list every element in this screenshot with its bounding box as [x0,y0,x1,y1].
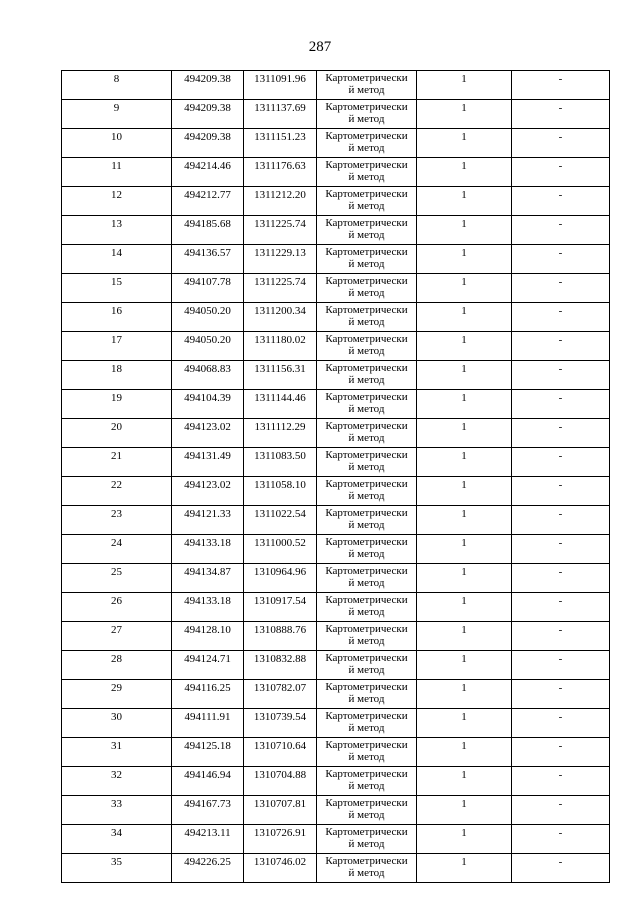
note-cell: - [512,274,610,303]
method-cell [317,506,417,535]
note-cell: - [512,245,610,274]
x-coordinate-cell: 494104.39 [172,390,244,419]
accuracy-cell: 1 [417,71,512,100]
note-cell: - [512,767,610,796]
method-cell [317,129,417,158]
method-cell [317,738,417,767]
point-number-cell: 35 [62,854,172,883]
note-cell: - [512,187,610,216]
point-number-cell: 19 [62,390,172,419]
table-row [62,796,610,825]
method-line-1: Картометрически [325,536,408,548]
point-number-cell: 33 [62,796,172,825]
method-line-1: Картометрически [325,623,408,635]
y-coordinate-cell: 1311151.23 [244,129,317,158]
y-coordinate-cell: 1311176.63 [244,158,317,187]
method-line-1: Картометрически [325,333,408,345]
accuracy-cell: 1 [417,854,512,883]
table-row [62,680,610,709]
method-cell [317,419,417,448]
x-coordinate-cell: 494212.77 [172,187,244,216]
method-line-2: й метод [348,374,385,386]
accuracy-cell: 1 [417,767,512,796]
method-cell [317,593,417,622]
note-cell: - [512,535,610,564]
accuracy-cell: 1 [417,593,512,622]
x-coordinate-cell: 494226.25 [172,854,244,883]
note-cell: - [512,854,610,883]
accuracy-cell: 1 [417,361,512,390]
point-number-cell: 31 [62,738,172,767]
accuracy-cell: 1 [417,332,512,361]
y-coordinate-cell: 1311225.74 [244,216,317,245]
method-cell [317,854,417,883]
accuracy-cell: 1 [417,738,512,767]
y-coordinate-cell: 1311180.02 [244,332,317,361]
method-line-2: й метод [348,548,385,560]
method-line-2: й метод [348,142,385,154]
point-number-cell: 20 [62,419,172,448]
accuracy-cell: 1 [417,100,512,129]
table-row [62,332,610,361]
table-row [62,593,610,622]
accuracy-cell: 1 [417,622,512,651]
table-row [62,158,610,187]
method-line-1: Картометрически [325,449,408,461]
point-number-cell: 11 [62,158,172,187]
point-number-cell: 25 [62,564,172,593]
method-line-2: й метод [348,722,385,734]
y-coordinate-cell: 1311144.46 [244,390,317,419]
x-coordinate-cell: 494134.87 [172,564,244,593]
method-line-1: Картометрически [325,391,408,403]
method-line-2: й метод [348,200,385,212]
method-cell [317,390,417,419]
method-line-1: Картометрически [325,246,408,258]
y-coordinate-cell: 1310746.02 [244,854,317,883]
note-cell: - [512,709,610,738]
x-coordinate-cell: 494123.02 [172,419,244,448]
method-line-1: Картометрически [325,797,408,809]
method-line-2: й метод [348,780,385,792]
note-cell: - [512,564,610,593]
method-line-2: й метод [348,171,385,183]
table-row [62,738,610,767]
x-coordinate-cell: 494146.94 [172,767,244,796]
point-number-cell: 27 [62,622,172,651]
method-line-1: Картометрически [325,855,408,867]
method-line-2: й метод [348,316,385,328]
y-coordinate-cell: 1311083.50 [244,448,317,477]
method-line-2: й метод [348,432,385,444]
table-row [62,564,610,593]
method-line-2: й метод [348,287,385,299]
x-coordinate-cell: 494128.10 [172,622,244,651]
point-number-cell: 29 [62,680,172,709]
y-coordinate-cell: 1310832.88 [244,651,317,680]
table-row [62,767,610,796]
note-cell: - [512,622,610,651]
method-line-1: Картометрически [325,217,408,229]
method-line-1: Картометрически [325,768,408,780]
method-cell [317,622,417,651]
method-line-2: й метод [348,577,385,589]
table-row [62,419,610,448]
accuracy-cell: 1 [417,274,512,303]
note-cell: - [512,303,610,332]
method-cell [317,71,417,100]
y-coordinate-cell: 1311137.69 [244,100,317,129]
x-coordinate-cell: 494123.02 [172,477,244,506]
note-cell: - [512,651,610,680]
x-coordinate-cell: 494068.83 [172,361,244,390]
point-number-cell: 22 [62,477,172,506]
method-line-1: Картометрически [325,652,408,664]
x-coordinate-cell: 494133.18 [172,535,244,564]
x-coordinate-cell: 494125.18 [172,738,244,767]
accuracy-cell: 1 [417,245,512,274]
note-cell: - [512,796,610,825]
method-line-1: Картометрически [325,275,408,287]
method-line-2: й метод [348,490,385,502]
table-row [62,854,610,883]
note-cell: - [512,332,610,361]
table-row [62,390,610,419]
x-coordinate-cell: 494131.49 [172,448,244,477]
method-line-1: Картометрически [325,101,408,113]
accuracy-cell: 1 [417,419,512,448]
point-number-cell: 34 [62,825,172,854]
method-line-2: й метод [348,461,385,473]
method-line-1: Картометрически [325,304,408,316]
y-coordinate-cell: 1311212.20 [244,187,317,216]
method-cell [317,245,417,274]
method-line-2: й метод [348,751,385,763]
method-line-1: Картометрически [325,507,408,519]
method-line-1: Картометрически [325,565,408,577]
y-coordinate-cell: 1310710.64 [244,738,317,767]
method-line-2: й метод [348,519,385,531]
table-row [62,100,610,129]
method-line-2: й метод [348,258,385,270]
note-cell: - [512,680,610,709]
y-coordinate-cell: 1311225.74 [244,274,317,303]
accuracy-cell: 1 [417,448,512,477]
x-coordinate-cell: 494121.33 [172,506,244,535]
method-line-2: й метод [348,838,385,850]
point-number-cell: 18 [62,361,172,390]
method-line-1: Картометрически [325,478,408,490]
x-coordinate-cell: 494116.25 [172,680,244,709]
accuracy-cell: 1 [417,158,512,187]
y-coordinate-cell: 1310782.07 [244,680,317,709]
accuracy-cell: 1 [417,129,512,158]
method-line-1: Картометрически [325,681,408,693]
table-row [62,245,610,274]
method-line-2: й метод [348,867,385,879]
table-row [62,506,610,535]
method-cell [317,796,417,825]
note-cell: - [512,593,610,622]
method-line-2: й метод [348,229,385,241]
accuracy-cell: 1 [417,390,512,419]
method-cell [317,535,417,564]
point-number-cell: 21 [62,448,172,477]
method-cell [317,448,417,477]
note-cell: - [512,216,610,245]
note-cell: - [512,825,610,854]
method-cell [317,100,417,129]
x-coordinate-cell: 494050.20 [172,332,244,361]
method-cell [317,651,417,680]
note-cell: - [512,419,610,448]
y-coordinate-cell: 1310707.81 [244,796,317,825]
point-number-cell: 32 [62,767,172,796]
y-coordinate-cell: 1310917.54 [244,593,317,622]
note-cell: - [512,71,610,100]
point-number-cell: 26 [62,593,172,622]
table-row [62,274,610,303]
table-row [62,71,610,100]
x-coordinate-cell: 494214.46 [172,158,244,187]
point-number-cell: 17 [62,332,172,361]
accuracy-cell: 1 [417,564,512,593]
point-number-cell: 28 [62,651,172,680]
method-line-1: Картометрически [325,594,408,606]
method-line-2: й метод [348,84,385,96]
method-cell [317,767,417,796]
y-coordinate-cell: 1311000.52 [244,535,317,564]
method-line-2: й метод [348,403,385,415]
method-line-1: Картометрически [325,72,408,84]
method-line-2: й метод [348,635,385,647]
method-line-2: й метод [348,664,385,676]
method-cell [317,274,417,303]
method-line-1: Картометрически [325,362,408,374]
method-cell [317,187,417,216]
accuracy-cell: 1 [417,825,512,854]
accuracy-cell: 1 [417,187,512,216]
method-cell [317,158,417,187]
table-row [62,622,610,651]
table-row [62,477,610,506]
method-cell [317,303,417,332]
note-cell: - [512,100,610,129]
coordinates-table-body [62,71,610,883]
point-number-cell: 30 [62,709,172,738]
method-line-2: й метод [348,693,385,705]
method-line-1: Картометрически [325,826,408,838]
method-cell [317,332,417,361]
accuracy-cell: 1 [417,680,512,709]
point-number-cell: 16 [62,303,172,332]
accuracy-cell: 1 [417,303,512,332]
y-coordinate-cell: 1310964.96 [244,564,317,593]
method-line-2: й метод [348,809,385,821]
point-number-cell: 13 [62,216,172,245]
x-coordinate-cell: 494185.68 [172,216,244,245]
note-cell: - [512,448,610,477]
note-cell: - [512,477,610,506]
method-cell [317,825,417,854]
method-cell [317,709,417,738]
method-line-1: Картометрически [325,739,408,751]
x-coordinate-cell: 494133.18 [172,593,244,622]
point-number-cell: 15 [62,274,172,303]
method-line-1: Картометрически [325,188,408,200]
x-coordinate-cell: 494209.38 [172,100,244,129]
method-line-1: Картометрически [325,710,408,722]
y-coordinate-cell: 1310739.54 [244,709,317,738]
x-coordinate-cell: 494050.20 [172,303,244,332]
y-coordinate-cell: 1311091.96 [244,71,317,100]
table-row [62,825,610,854]
x-coordinate-cell: 494111.91 [172,709,244,738]
page-number: 287 [308,39,332,55]
accuracy-cell: 1 [417,535,512,564]
accuracy-cell: 1 [417,651,512,680]
point-number-cell: 8 [62,71,172,100]
accuracy-cell: 1 [417,216,512,245]
accuracy-cell: 1 [417,506,512,535]
method-line-1: Картометрически [325,159,408,171]
note-cell: - [512,361,610,390]
point-number-cell: 14 [62,245,172,274]
y-coordinate-cell: 1310888.76 [244,622,317,651]
table-row [62,187,610,216]
method-cell [317,216,417,245]
x-coordinate-cell: 494107.78 [172,274,244,303]
accuracy-cell: 1 [417,796,512,825]
table-row [62,651,610,680]
method-cell [317,564,417,593]
y-coordinate-cell: 1311229.13 [244,245,317,274]
method-cell [317,477,417,506]
table-row [62,216,610,245]
x-coordinate-cell: 494209.38 [172,129,244,158]
table-row [62,448,610,477]
note-cell: - [512,390,610,419]
y-coordinate-cell: 1311156.31 [244,361,317,390]
point-number-cell: 23 [62,506,172,535]
method-line-1: Картометрически [325,420,408,432]
y-coordinate-cell: 1311058.10 [244,477,317,506]
table-row [62,709,610,738]
note-cell: - [512,129,610,158]
x-coordinate-cell: 494167.73 [172,796,244,825]
x-coordinate-cell: 494213.11 [172,825,244,854]
x-coordinate-cell: 494209.38 [172,71,244,100]
table-row [62,303,610,332]
y-coordinate-cell: 1310726.91 [244,825,317,854]
method-line-2: й метод [348,113,385,125]
x-coordinate-cell: 494136.57 [172,245,244,274]
method-line-2: й метод [348,345,385,357]
coordinates-table [61,70,610,883]
accuracy-cell: 1 [417,709,512,738]
table-row [62,535,610,564]
y-coordinate-cell: 1311022.54 [244,506,317,535]
note-cell: - [512,738,610,767]
method-cell [317,680,417,709]
point-number-cell: 10 [62,129,172,158]
table-row [62,361,610,390]
point-number-cell: 24 [62,535,172,564]
point-number-cell: 9 [62,100,172,129]
table-row [62,129,610,158]
point-number-cell: 12 [62,187,172,216]
accuracy-cell: 1 [417,477,512,506]
note-cell: - [512,506,610,535]
y-coordinate-cell: 1310704.88 [244,767,317,796]
x-coordinate-cell: 494124.71 [172,651,244,680]
method-line-1: Картометрически [325,130,408,142]
method-cell [317,361,417,390]
y-coordinate-cell: 1311112.29 [244,419,317,448]
y-coordinate-cell: 1311200.34 [244,303,317,332]
method-line-2: й метод [348,606,385,618]
note-cell: - [512,158,610,187]
